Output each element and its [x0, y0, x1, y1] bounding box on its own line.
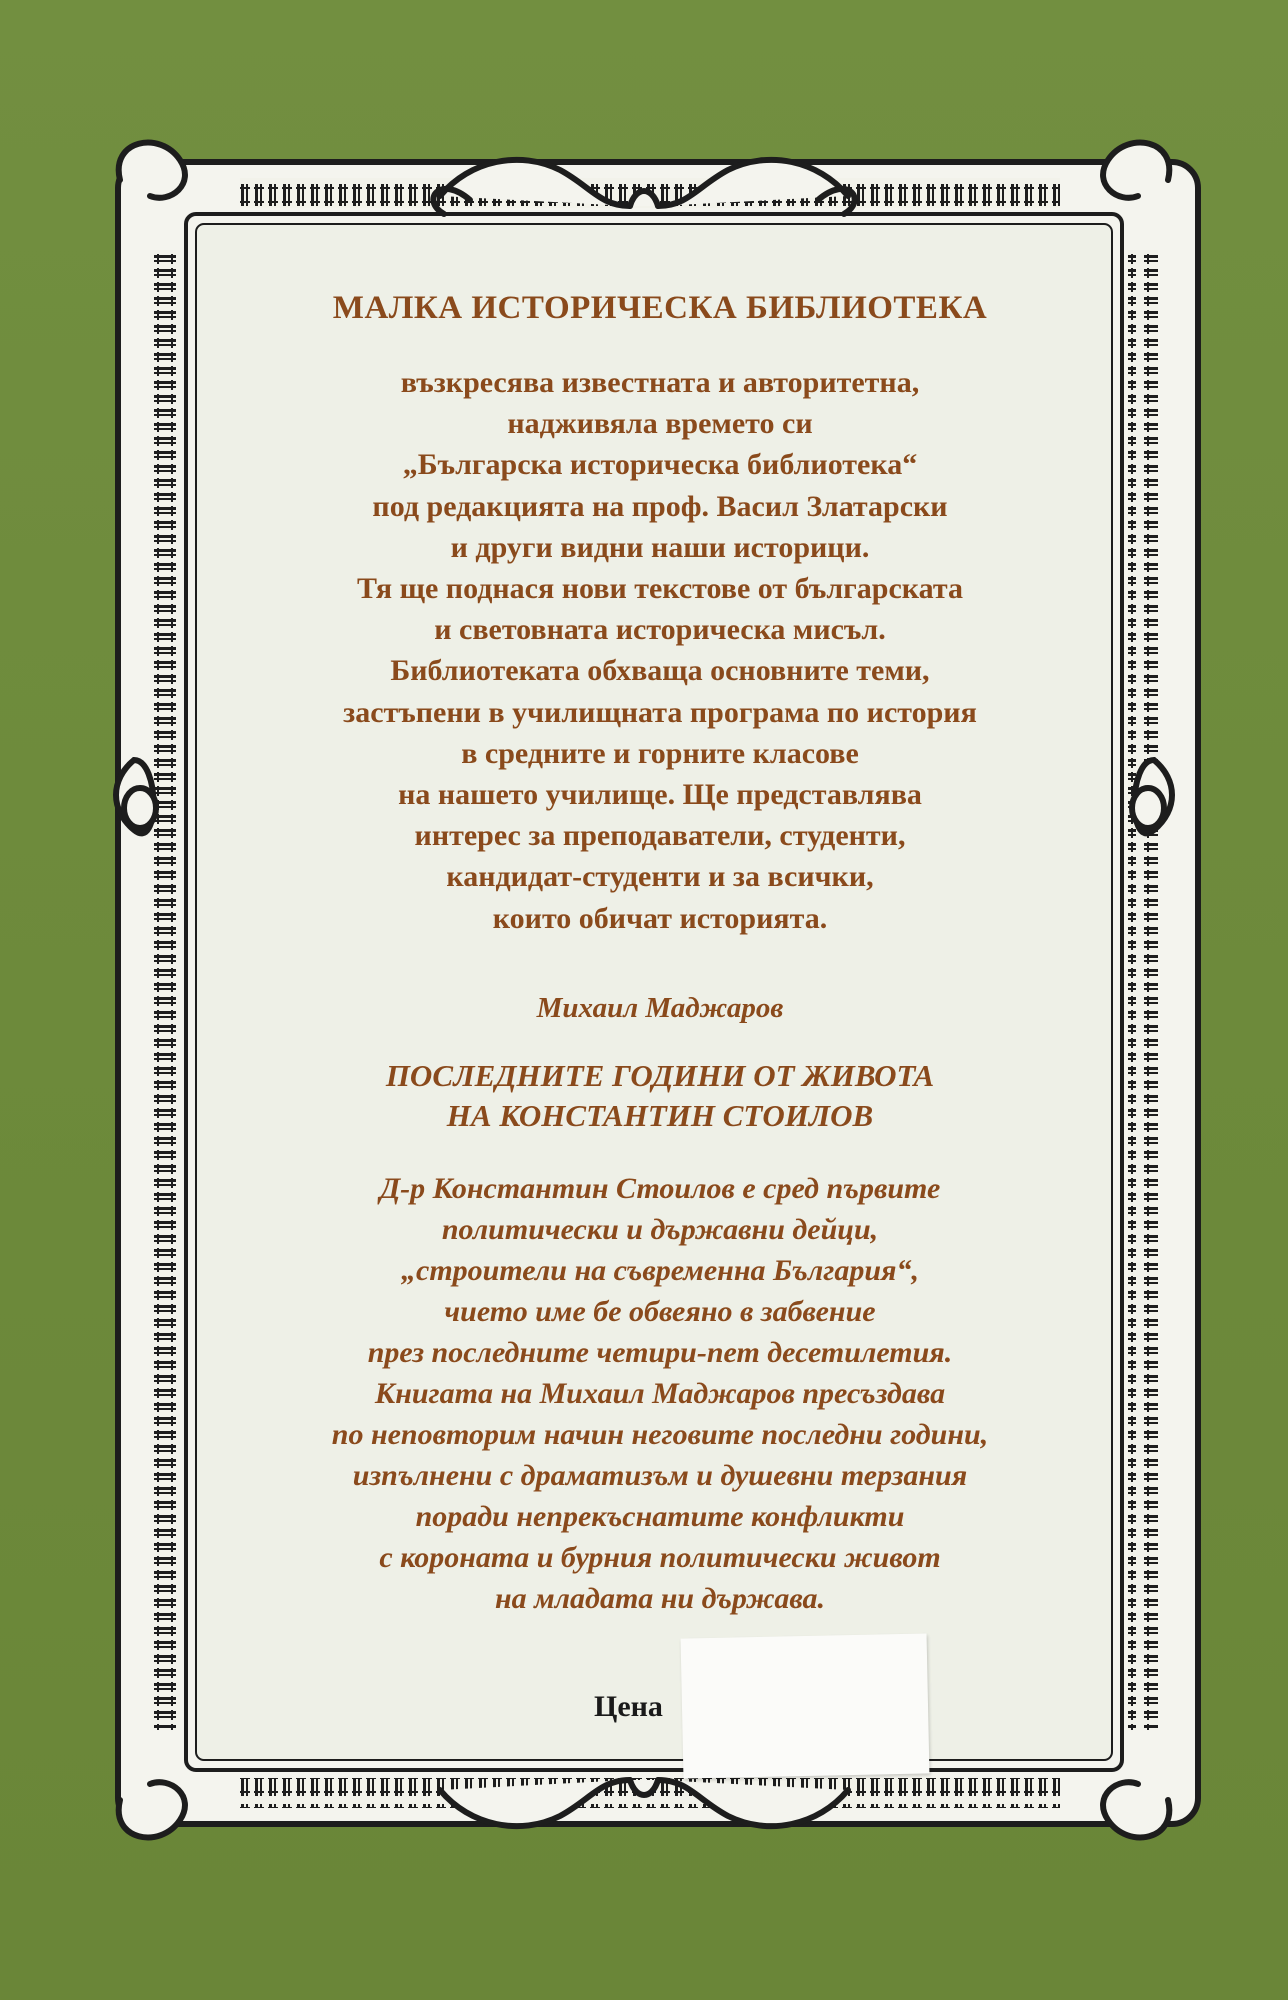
intro-line: застъпени в училищната програма по история — [343, 695, 977, 729]
price-label: Цена — [594, 1690, 663, 1723]
frame-left-band — [150, 250, 180, 1730]
description-line: Д-р Константин Стоилов е сред първите — [379, 1172, 941, 1205]
book-title — [230, 1056, 1090, 1136]
description-line: „строители на съвременна България“, — [401, 1254, 919, 1287]
description-line: по неповторим начин неговите последни години, — [331, 1418, 989, 1451]
intro-line: на нашето училище. Ще представлява — [398, 778, 922, 812]
book-description — [230, 1168, 1090, 1619]
intro-line: които обичат историята. — [492, 901, 828, 935]
description-line: през последните четири-пет десетилетия. — [367, 1336, 953, 1369]
frame-right-band — [1128, 250, 1158, 1730]
description-line: поради непрекъснатите конфликти — [415, 1500, 905, 1533]
description-line: Книгата на Михаил Маджаров пресъздава — [374, 1377, 946, 1410]
description-line: чието име бе обвеяно в забвение — [444, 1295, 876, 1328]
intro-line: и други видни наши историци. — [450, 530, 870, 564]
description-line: политически и държавни дейци, — [441, 1213, 879, 1246]
description-line: с короната и бурния политически живот — [379, 1541, 941, 1574]
series-title: МАЛКА ИСТОРИЧЕСКА БИБЛИОТЕКА — [332, 290, 988, 326]
intro-line: възкресява известната и авторитетна, — [400, 366, 920, 399]
intro-line: интерес за преподаватели, студенти, — [414, 819, 906, 853]
series-intro-paragraph — [230, 362, 1090, 939]
intro-line: и световната историческа мисъл. — [434, 613, 886, 647]
intro-line: Библиотеката обхваща основните теми, — [390, 654, 930, 688]
description-line: изпълнени с драматизъм и душевни терзания — [352, 1459, 968, 1492]
intro-line: „Българска историческа библиотека“ — [402, 448, 918, 482]
description-line: на младата ни държава. — [494, 1582, 826, 1615]
book-title-line: ПОСЛЕДНИТЕ ГОДИНИ ОТ ЖИВОТА — [385, 1058, 935, 1093]
intro-line: кандидат-студенти и за всички, — [446, 860, 874, 894]
author-name: Михаил Маджаров — [536, 992, 784, 1024]
book-title-line: НА КОНСТАНТИН СТОИЛОВ — [446, 1098, 874, 1133]
intro-line: под редакцията на проф. Васил Златарски — [372, 489, 948, 523]
intro-line: в средните и горните класове — [461, 736, 859, 770]
price-sticker — [681, 1633, 930, 1778]
intro-line: надживяла времето си — [507, 407, 813, 441]
intro-line: Тя ще поднася нови текстове от българската — [357, 572, 963, 606]
